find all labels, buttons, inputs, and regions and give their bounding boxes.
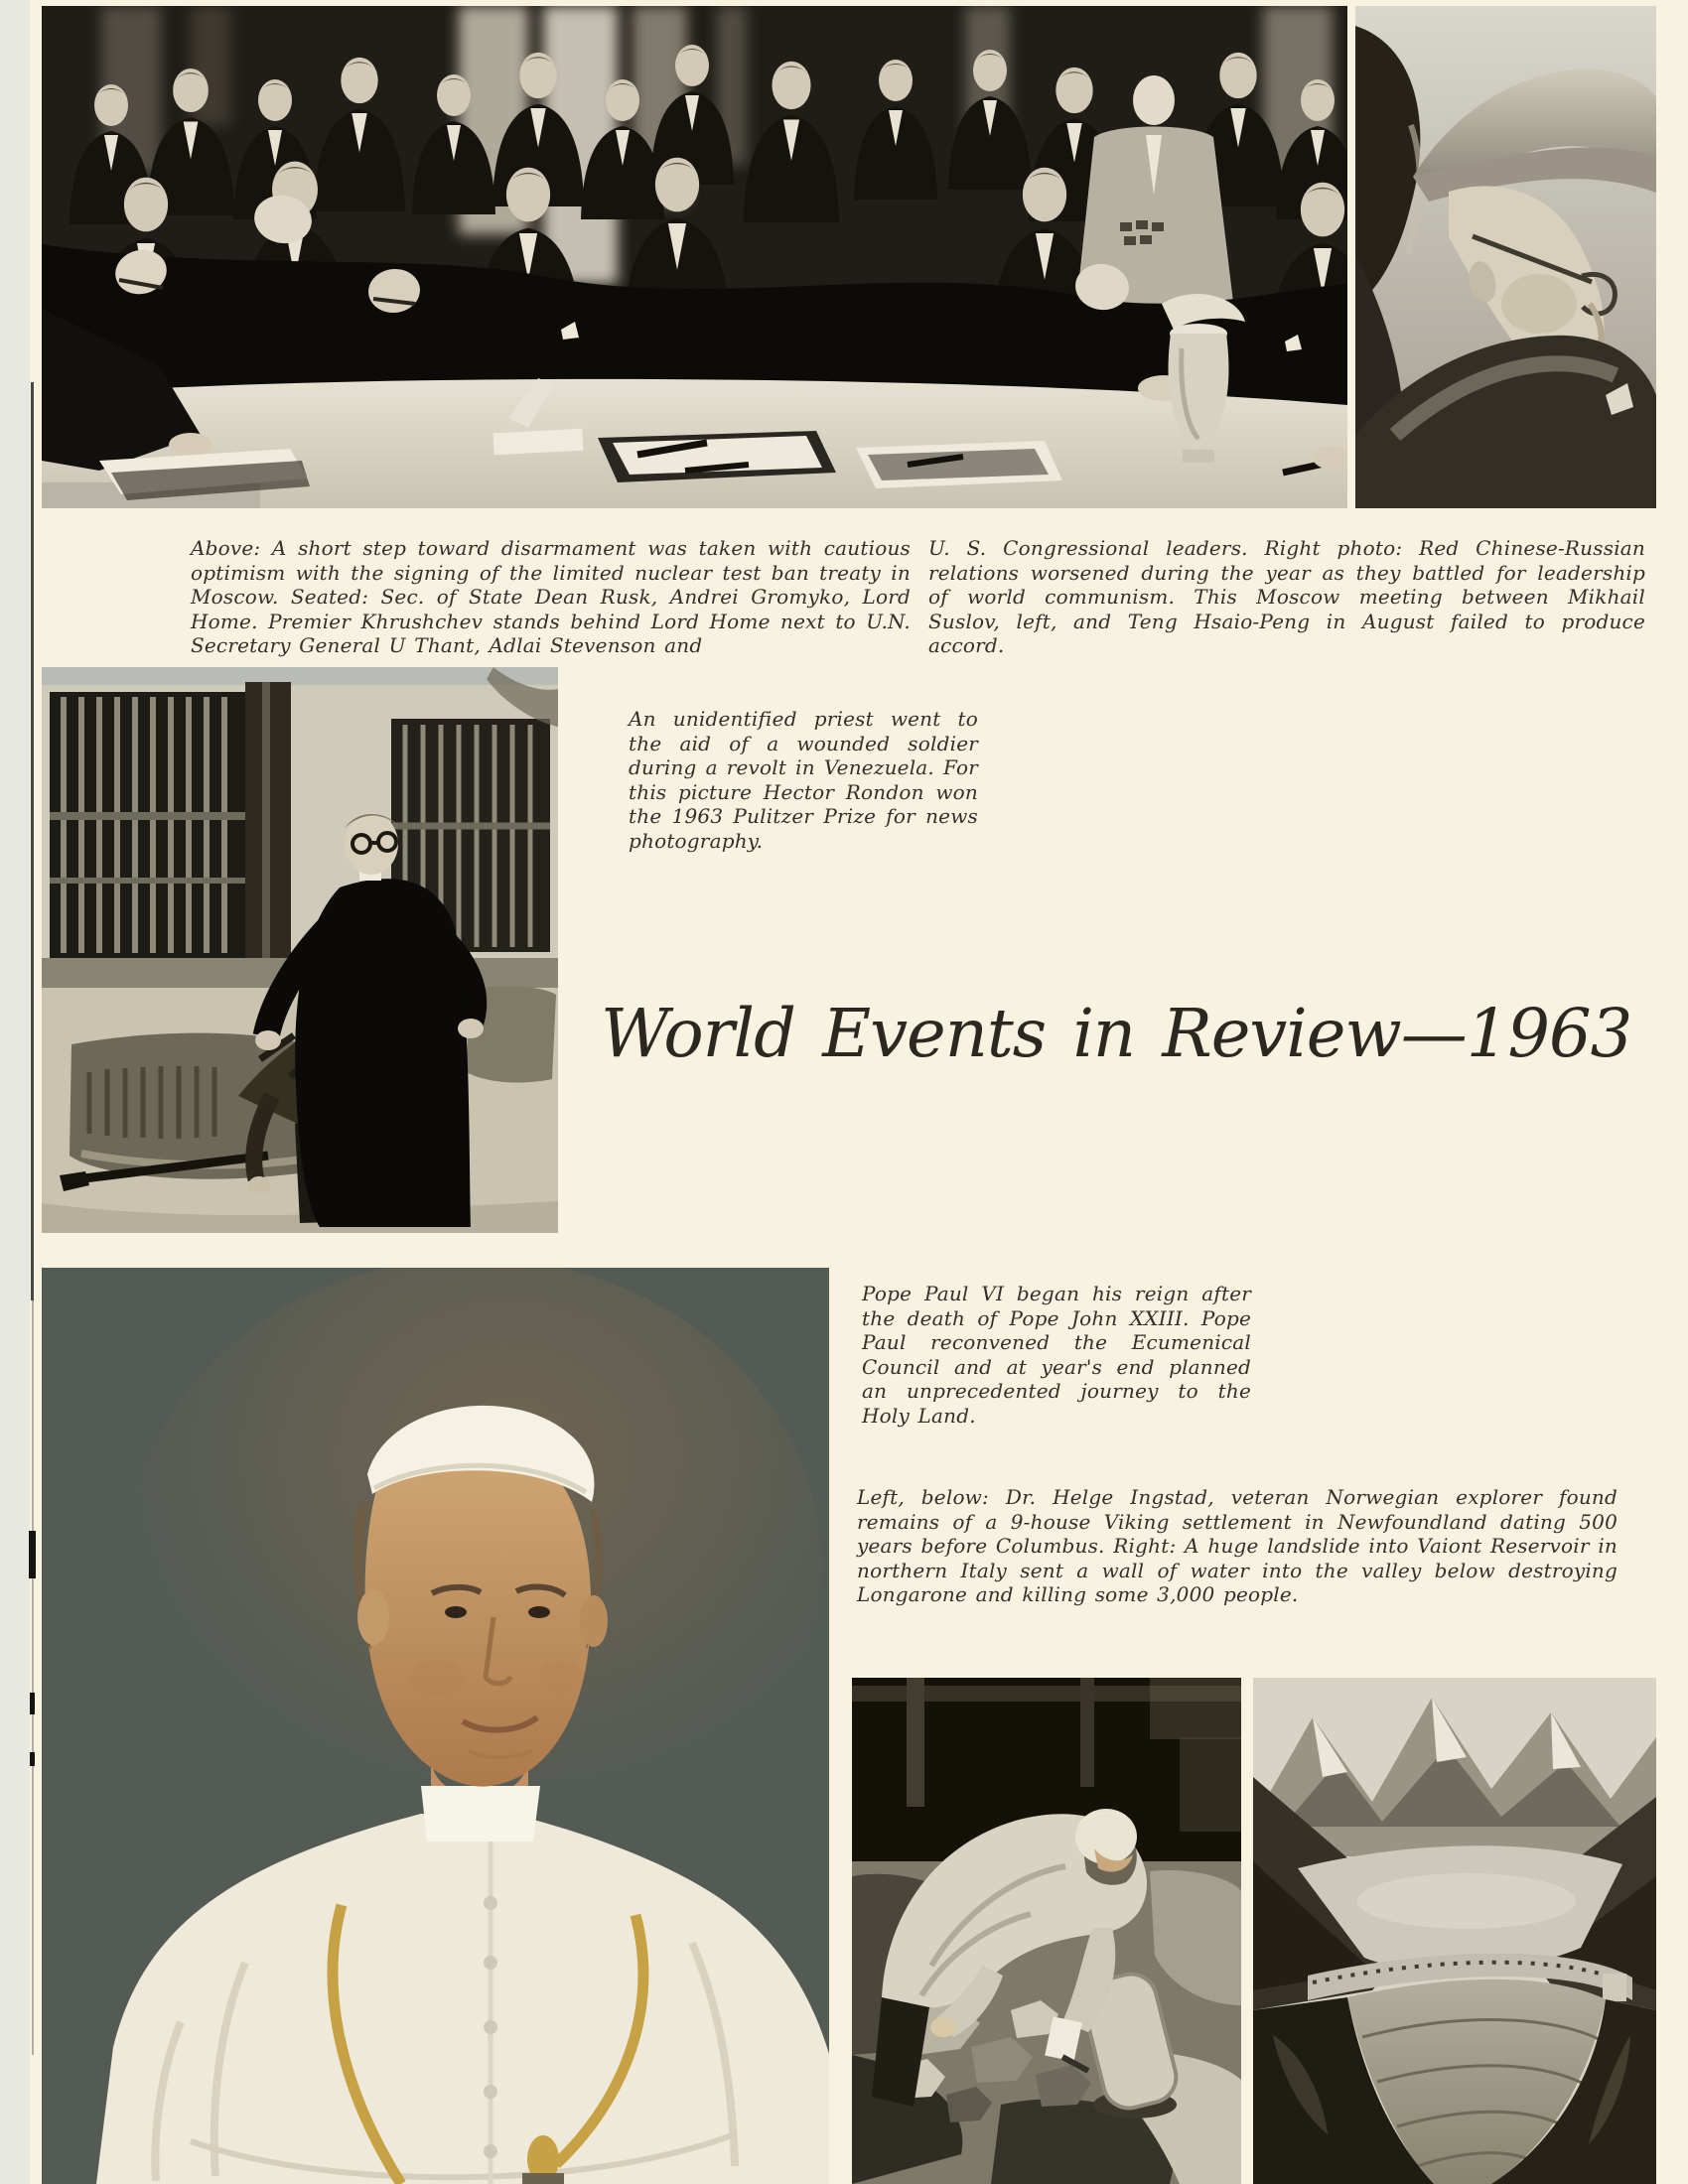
priest-soldier-photo — [42, 667, 558, 1233]
suslov-illustration — [1355, 6, 1656, 508]
scan-edge-line — [31, 382, 34, 1300]
ingstad-dam-caption: Left, below: Dr. Helge Ingstad, veteran Norwegian explorer found remains of a 9-house Viking settlement in Newfoundland dating 500 years before Columbus. Right: A huge landslide into Vaiont Reservoir in northern Italy sent a wall of water into the valley below destroying Longarone and killing some 3,000 people. — [857, 1485, 1618, 1606]
ingstad-illustration — [852, 1678, 1241, 2184]
scan-edge-line-faint — [32, 1300, 34, 2055]
pope-caption: Pope Paul VI began his reign after the death of Pope John XXIII. Pope Paul reconvened the Ecumenical Council and at year's end planned an unprecedented journey to the Holy Land. — [862, 1282, 1251, 1428]
vaiont-dam-photo — [1253, 1678, 1656, 2184]
pope-illustration — [42, 1268, 829, 2184]
scan-edge-strip — [0, 0, 30, 2184]
priest-illustration — [42, 667, 558, 1233]
treaty-caption-left-column: Above: A short step toward disarmament was taken with cautious optimism with the signing of the limited nuclear test ban treaty in Moscow. Seated: Sec. of State Dean Rusk, Andrei Gromyko, Lord Home. Premier Khrushchev stands behind Lord Home next to U.N. Secretary General U Thant, Adlai Stevenson and — [191, 536, 911, 657]
treaty-caption-right-column: U. S. Congressional leaders. Right photo: Red Chinese-Russian relations worsened during the year as they battled for leadership of world communism. This Moscow meeting between Mikhail Suslov, left, and Teng Hsaio-Peng in August failed to produce accord. — [928, 536, 1645, 657]
ingstad-excavation-photo — [852, 1678, 1241, 2184]
treaty-signing-illustration — [42, 6, 1347, 508]
suslov-meeting-photo — [1355, 6, 1656, 508]
scan-edge-mark — [30, 1752, 35, 1766]
scan-edge-mark — [29, 1531, 36, 1578]
pope-paul-photo — [42, 1268, 829, 2184]
priest-caption: An unidentified priest went to the aid of a wounded soldier during a revolt in Venezuela. For this picture Hector Rondon won the 1963 Pulitzer Prize for news photography. — [629, 707, 978, 853]
treaty-signing-photo — [42, 6, 1347, 508]
dam-illustration — [1253, 1678, 1656, 2184]
scan-edge-mark — [30, 1693, 35, 1714]
page-title: World Events in Review—1963 — [601, 995, 1632, 1072]
